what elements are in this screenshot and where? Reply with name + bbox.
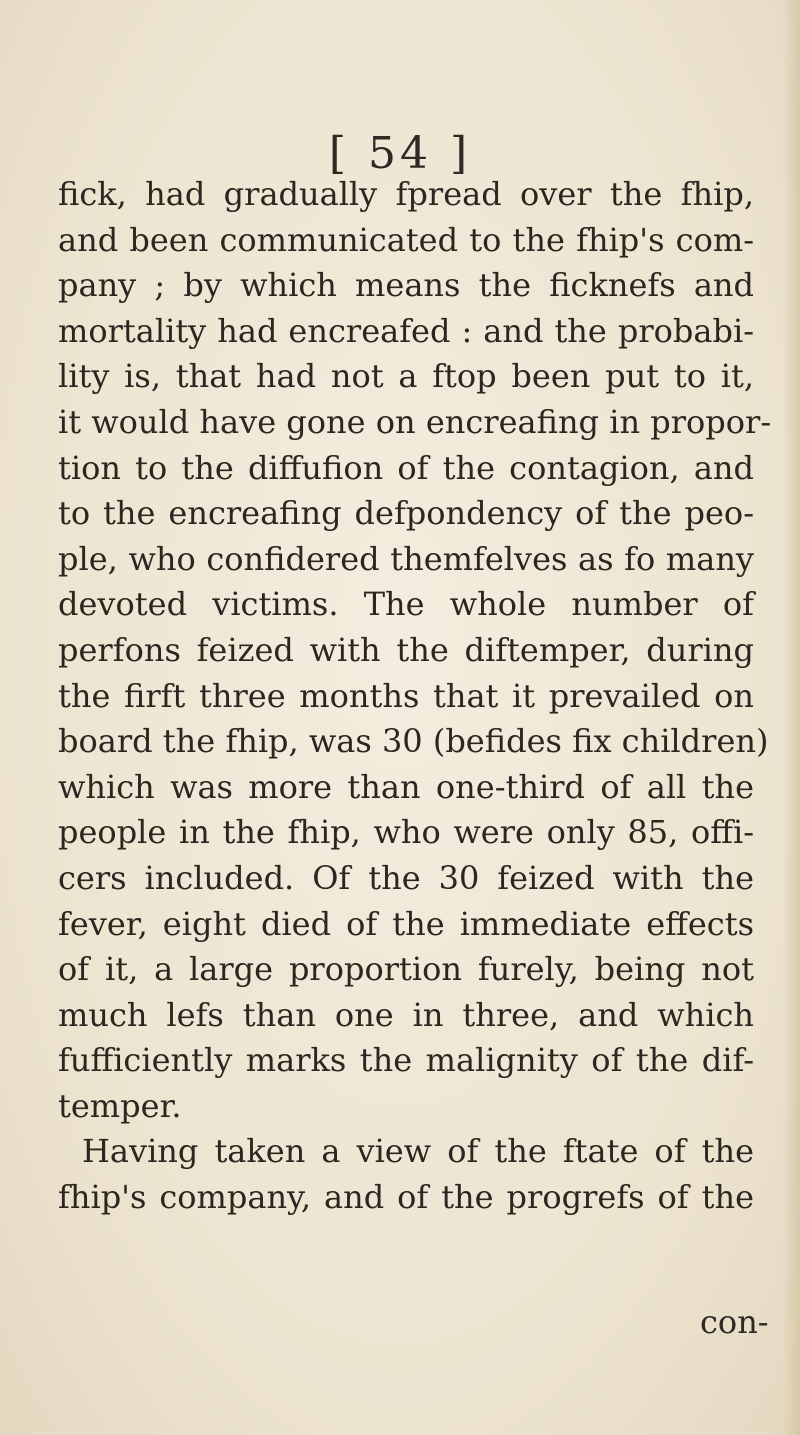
catchword: con- [700,1303,769,1341]
text-line: and been communicated to the fhip's com- [58,220,754,259]
text-line: people in the fhip, who were only 85, offi- [58,813,754,852]
text-line: lity is, that had not a ftop been put to it, [58,357,754,396]
text-line-paragraph-end: temper. [58,1086,182,1125]
body-text [58,172,772,1221]
text-line: the firft three months that it prevailed on [58,676,754,715]
text-line: fhip's company, and of the progrefs of the [58,1178,754,1217]
text-line-paragraph-start: Having taken a view of the ftate of the [82,1132,754,1171]
text-line: board the fhip, was 30 (befides fix children) [58,722,769,761]
page-edge-shadow [782,0,800,1435]
text-line: it would have gone on encreafing in propor- [58,402,772,441]
text-line: fufficiently marks the malignity of the dif- [58,1041,754,1080]
text-line: tion to the diffufion of the contagion, and [58,448,754,487]
text-line: which was more than one-third of all the [58,767,754,806]
text-line: pany ; by which means the ficknefs and [58,266,754,305]
text-line: much lefs than one in three, and which [58,995,754,1034]
text-line: of it, a large proportion furely, being not [58,950,754,989]
text-line: fick, had gradually fpread over the fhip, [58,175,754,213]
text-line: ple, who confidered themfelves as fo many [58,539,754,578]
text-line: fever, eight died of the immediate effects [58,904,754,943]
text-line: mortality had encreafed : and the probabi- [58,311,754,350]
text-line: perfons feized with the diftemper, during [58,630,754,669]
page-number: [ 54 ] [328,128,472,179]
text-line: devoted victims. The whole number of [58,585,754,624]
text-line: to the encreafing defpondency of the peo- [58,494,754,533]
text-line: cers included. Of the 30 feized with the [58,858,754,897]
